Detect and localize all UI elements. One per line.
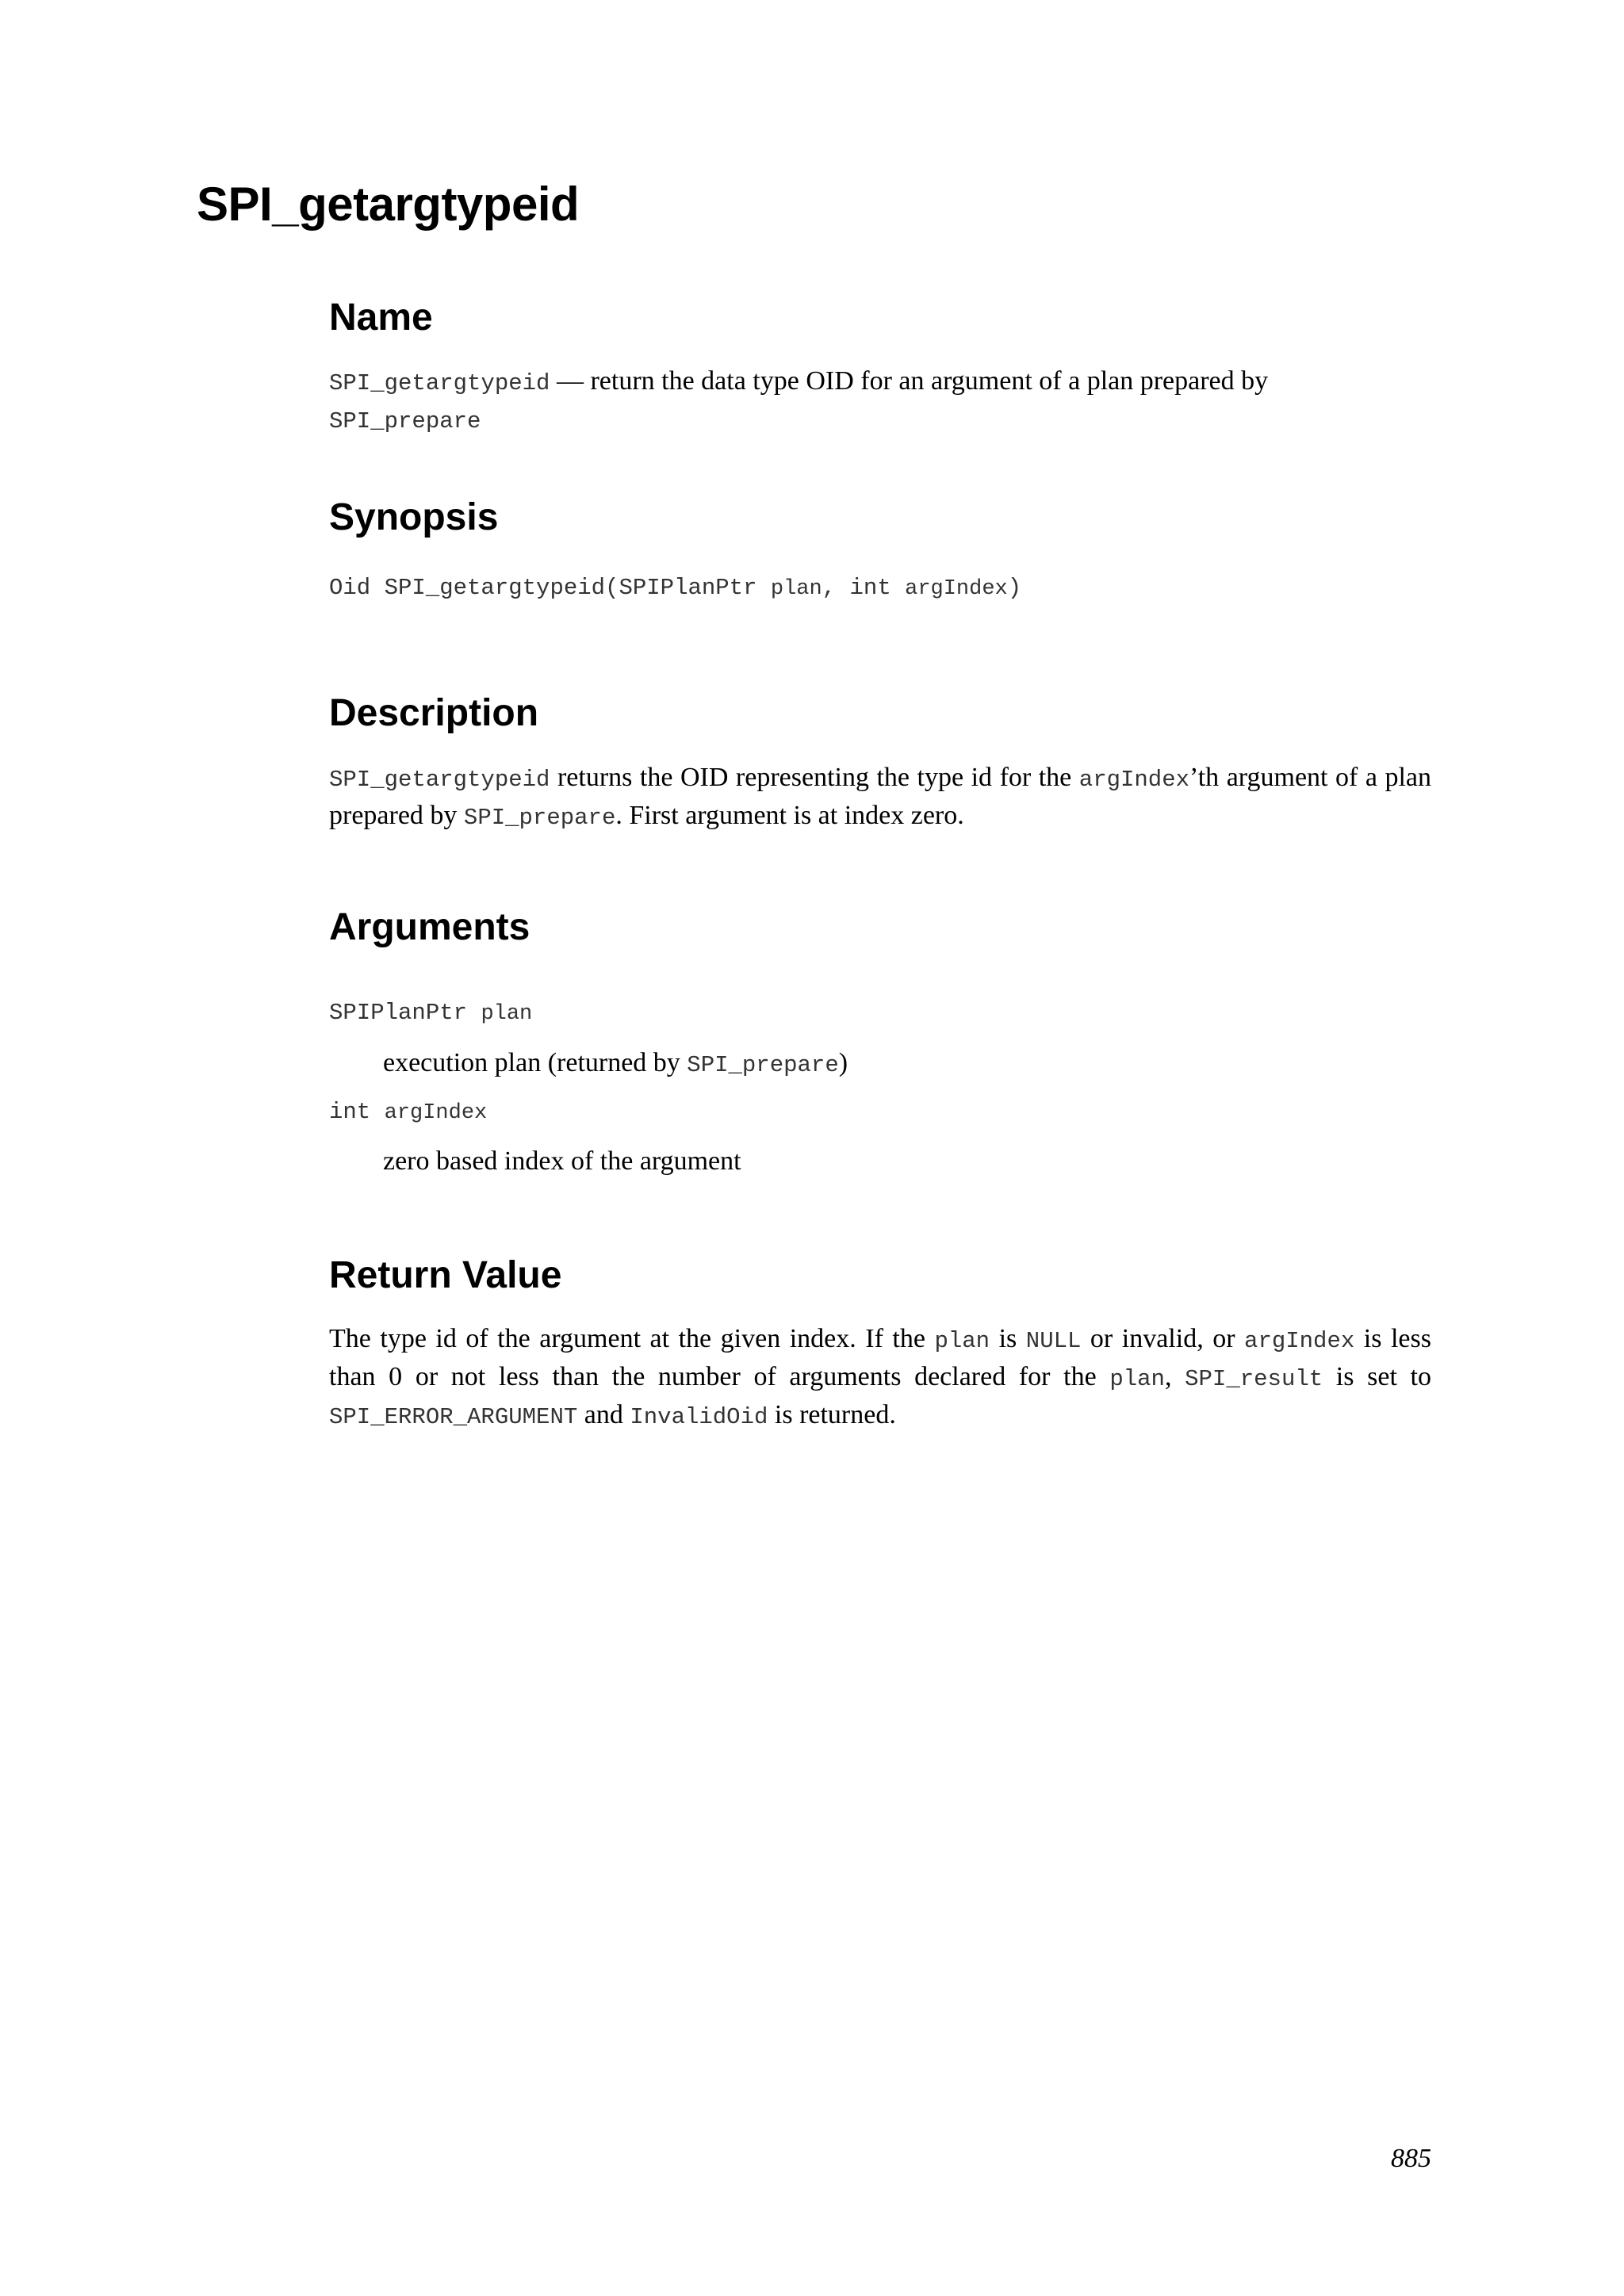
return-text-5: , [1164, 1362, 1185, 1391]
argument-desc-text: execution plan (returned by [383, 1048, 688, 1077]
synopsis-heading: Synopsis [329, 496, 499, 538]
argument-desc [383, 1143, 741, 1181]
description-text-2: ’th argument of a plan prepared by [329, 763, 1432, 830]
description-heading: Description [329, 692, 539, 734]
name-text [329, 363, 1431, 439]
return-code-plan-2: plan [1109, 1366, 1165, 1392]
name-ref: SPI_prepare [329, 408, 481, 434]
description-text [329, 760, 1431, 836]
return-text-1: The type id of the argument at the given index. If the [329, 1324, 935, 1353]
description-code-argindex: argIndex [1078, 767, 1190, 793]
description-code-func: SPI_getargtypeid [329, 767, 550, 793]
page-number: 885 [1391, 2144, 1431, 2173]
return-code-invalidoid: InvalidOid [630, 1404, 768, 1430]
return-value-text [329, 1321, 1431, 1435]
return-text-3: or invalid, or [1081, 1324, 1245, 1353]
synopsis-mid: , int [822, 575, 906, 601]
argument-type: int [329, 1099, 385, 1125]
argument-param: argIndex [384, 1101, 488, 1125]
synopsis-param-plan: plan [770, 577, 822, 601]
synopsis-suffix: ) [1007, 575, 1022, 601]
return-text-8: is returned. [768, 1400, 896, 1429]
page-title: SPI_getargtypeid [197, 178, 580, 231]
description-text-3: . First argument is at index zero. [615, 801, 964, 830]
name-heading: Name [329, 297, 433, 339]
synopsis-prefix: Oid SPI_getargtypeid(SPIPlanPtr [329, 575, 771, 601]
description-text-1: returns the OID representing the type id for the [550, 763, 1079, 792]
argument-param: plan [481, 1002, 533, 1026]
return-code-spi-result: SPI_result [1185, 1366, 1323, 1392]
synopsis-code [329, 572, 1021, 605]
description-code-prepare: SPI_prepare [463, 805, 616, 831]
argument-desc-end: ) [838, 1048, 848, 1077]
arguments-heading: Arguments [329, 906, 530, 948]
return-code-argindex: argIndex [1244, 1328, 1355, 1354]
return-text-4: is less than 0 or not less than the number of arguments declared for the [329, 1324, 1431, 1391]
return-code-plan: plan [934, 1328, 990, 1354]
return-text-7: and [577, 1400, 630, 1429]
name-desc: — return the data type OID for an argument of a plan prepared by [550, 366, 1269, 396]
return-code-null: NULL [1025, 1328, 1082, 1354]
argument-desc [383, 1045, 848, 1083]
argument-desc-code: SPI_prepare [687, 1052, 839, 1078]
return-value-heading: Return Value [329, 1254, 562, 1296]
argument-term [329, 1096, 487, 1129]
argument-term [329, 997, 532, 1030]
argument-type: SPIPlanPtr [329, 1000, 481, 1026]
return-code-error-argument: SPI_ERROR_ARGUMENT [329, 1404, 578, 1430]
name-func: SPI_getargtypeid [329, 370, 550, 396]
synopsis-param-argindex: argIndex [905, 577, 1008, 601]
return-text-6: is set to [1323, 1362, 1431, 1391]
argument-desc-text: zero based index of the argument [383, 1146, 741, 1176]
return-text-2: is [990, 1324, 1026, 1353]
